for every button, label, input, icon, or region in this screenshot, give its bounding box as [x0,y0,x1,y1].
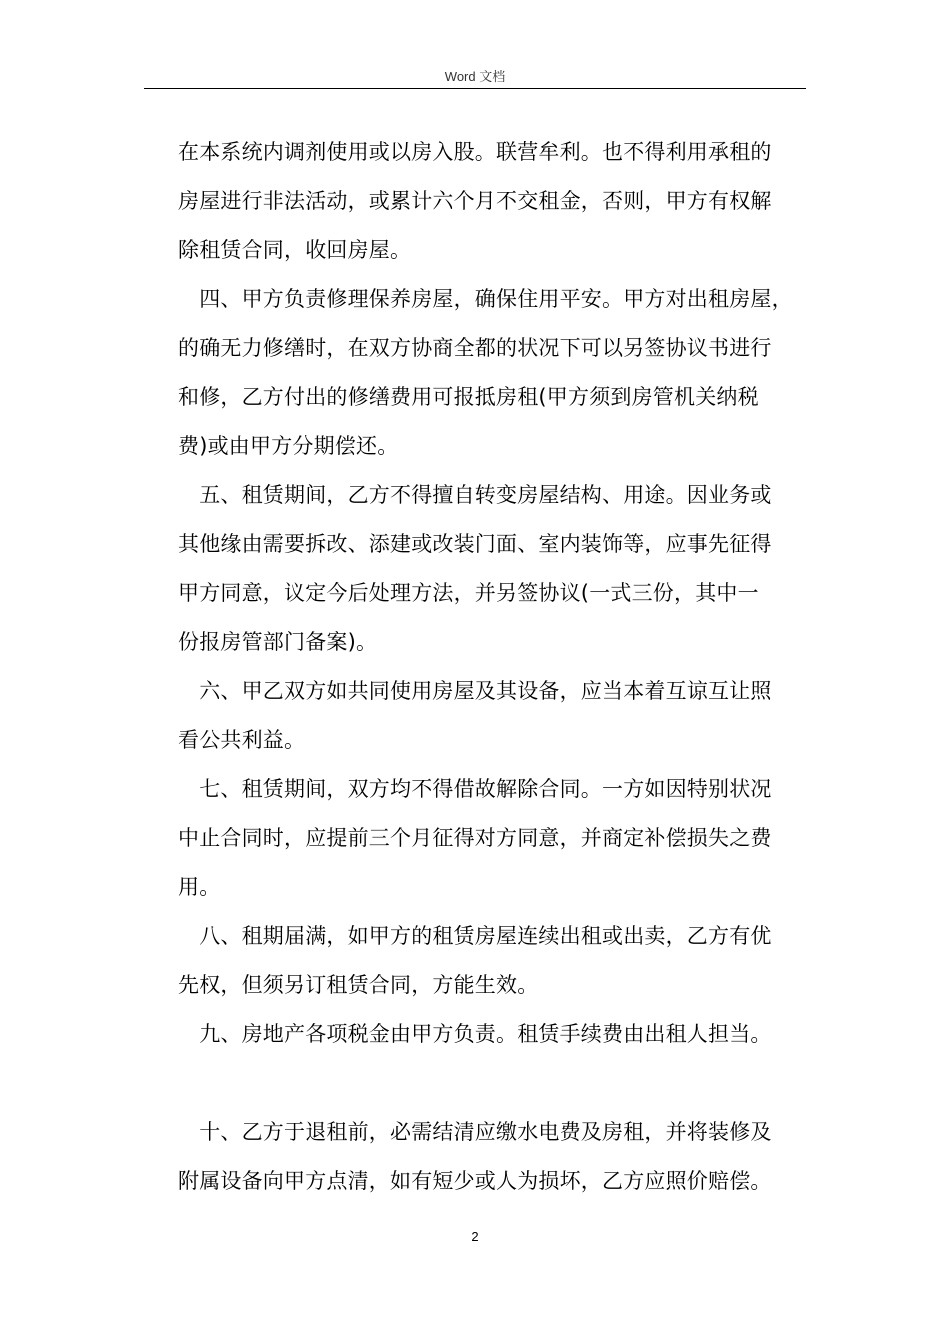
header-divider [144,88,806,89]
body-line: 看公共利益。 [178,728,306,752]
body-line: 七、租赁期间，双方均不得借故解除合同。一方如因特别状况 [178,777,772,801]
body-line: 六、甲乙双方如共同使用房屋及其设备，应当本着互谅互让照 [178,679,772,703]
body-line: 用。 [178,875,221,899]
blank-line [178,1059,818,1108]
body-line: 甲方同意，议定今后处理方法，并另签协议(一式三份，其中一 [178,581,759,605]
body-line: 附属设备向甲方点清，如有短少或人为损坏，乙方应照价赔偿。 [178,1169,772,1193]
page-number: 2 [471,1229,479,1244]
body-line: 份报房管部门备案)。 [178,630,378,654]
body-line: 其他缘由需要拆改、添建或改装门面、室内装饰等，应事先征得 [178,532,772,556]
body-line: 十、乙方于退租前，必需结清应缴水电费及房租，并将装修及 [178,1120,772,1144]
document-body [178,128,818,1206]
body-line: 除租赁合同，收回房屋。 [178,238,412,262]
body-line: 和修，乙方付出的修缮费用可报抵房租(甲方须到房管机关纳税 [178,385,759,409]
body-line: 中止合同时，应提前三个月征得对方同意，并商定补偿损失之费 [178,826,772,850]
body-line: 九、房地产各项税金由甲方负责。租赁手续费由出租人担当。 [178,1022,772,1046]
body-line: 在本系统内调剂使用或以房入股。联营牟利。也不得利用承租的 [178,140,772,164]
body-line: 八、租期届满，如甲方的租赁房屋连续出租或出卖，乙方有优 [178,924,772,948]
body-line: 五、租赁期间，乙方不得擅自转变房屋结构、用途。因业务或 [178,483,772,507]
body-line: 费)或由甲方分期偿还。 [178,434,399,458]
body-line: 的确无力修缮时，在双方协商全都的状况下可以另签协议书进行 [178,336,772,360]
body-line: 房屋进行非法活动，或累计六个月不交租金，否则，甲方有权解 [178,189,772,213]
document-header-title: Word 文档 [444,69,506,84]
body-line: 先权，但须另订租赁合同，方能生效。 [178,973,539,997]
body-line: 四、甲方负责修理保养房屋，确保住用平安。甲方对出租房屋， [178,287,793,311]
